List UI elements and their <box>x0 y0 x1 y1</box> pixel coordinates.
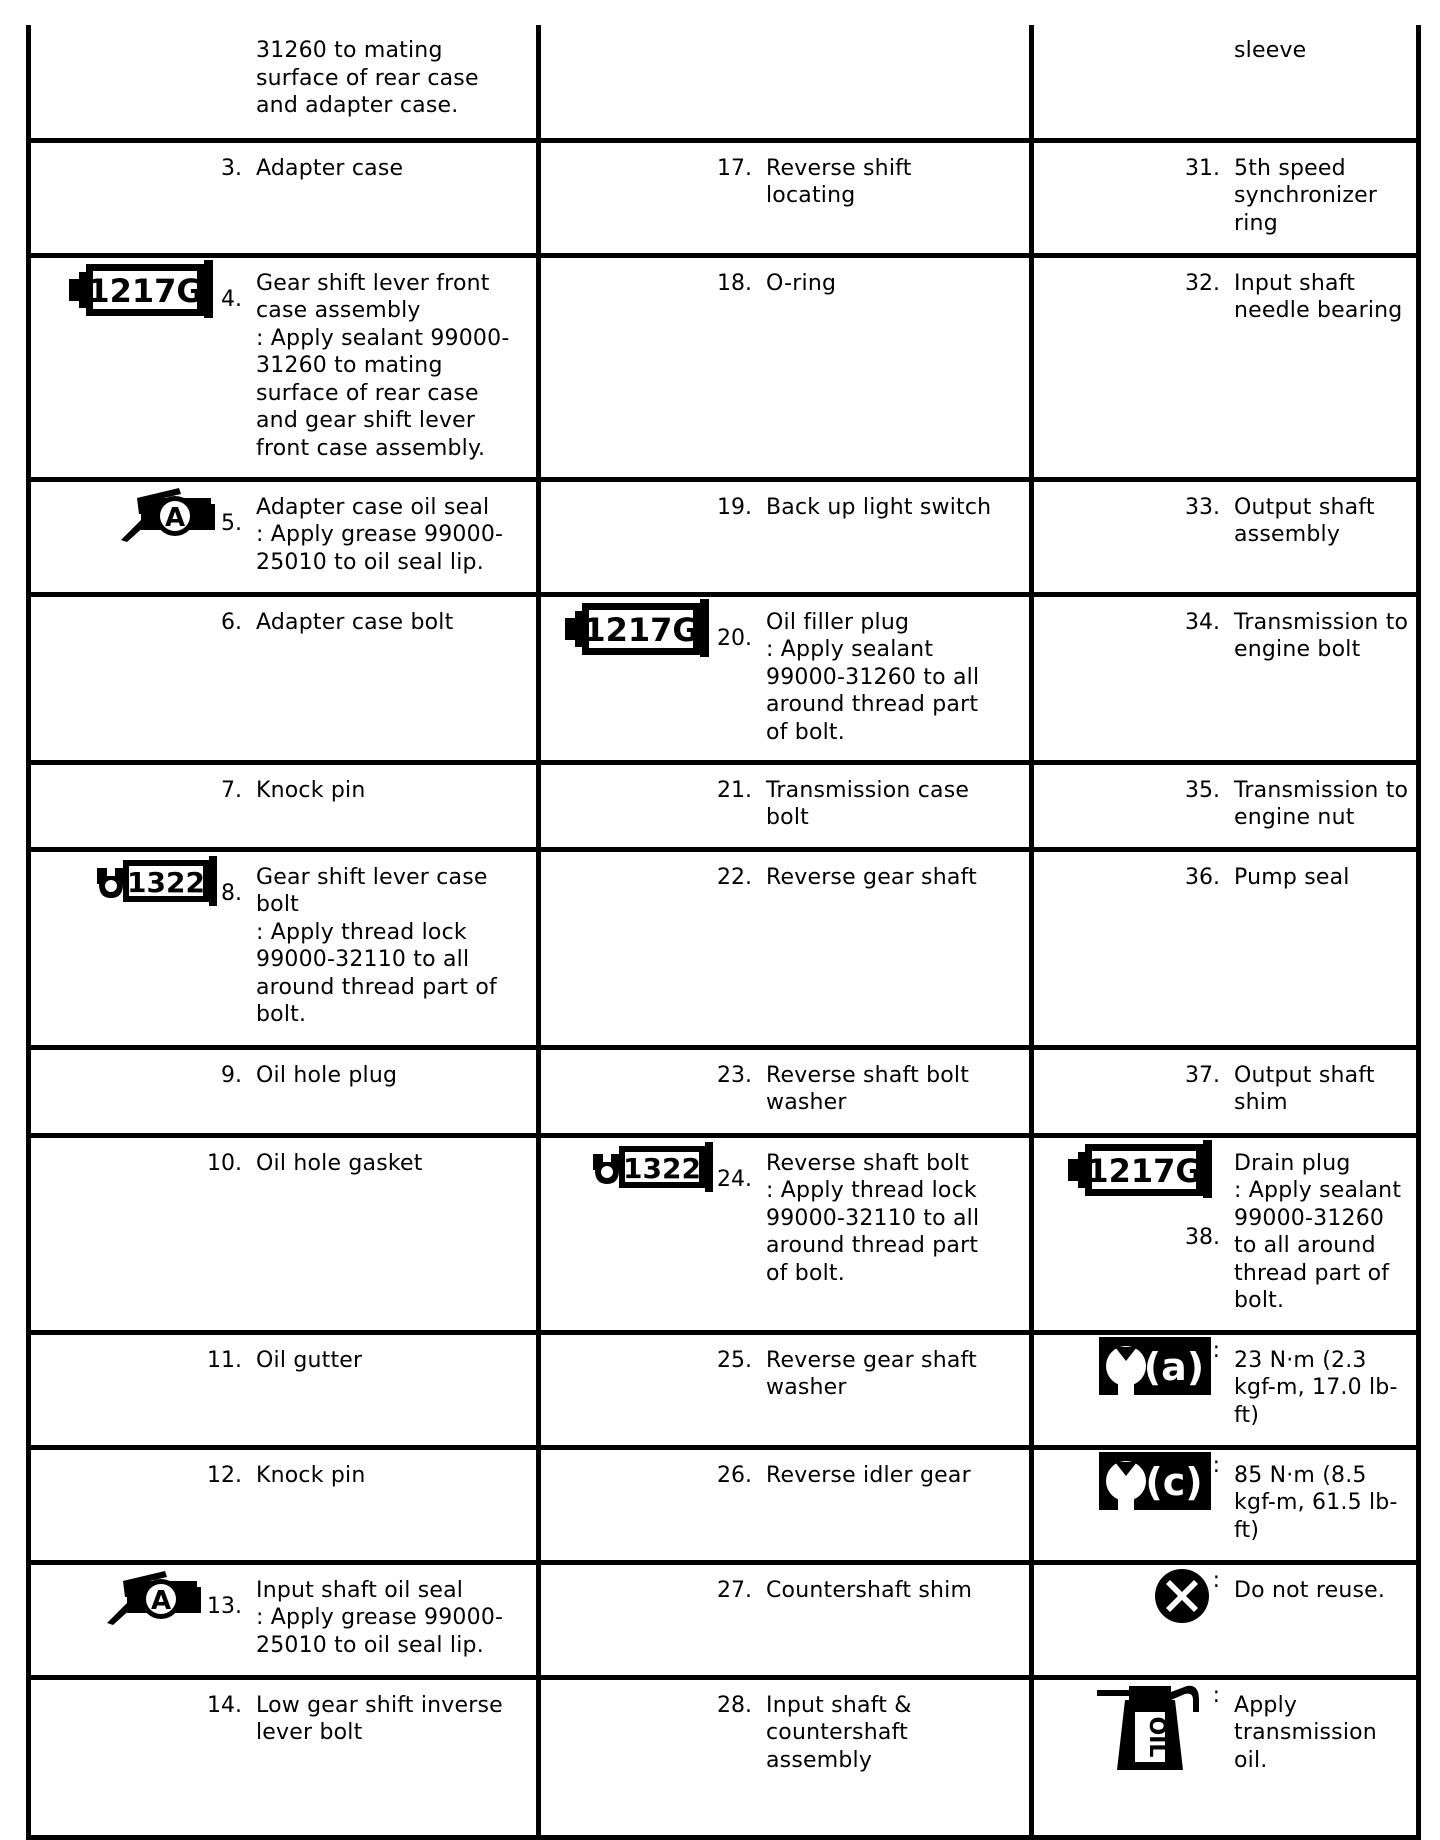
item-marker <box>31 258 256 318</box>
item-marker <box>31 1565 256 1627</box>
item-number: 18. <box>717 270 752 296</box>
table-cell <box>1032 762 1419 849</box>
item-number: 6. <box>221 609 242 635</box>
item-number: 4. <box>221 286 242 312</box>
item-description: 23 N·m (2.3 kgf-m, 17.0 lb- ft) <box>1234 1347 1398 1428</box>
table-row <box>29 594 1419 762</box>
item-number: 36. <box>1185 864 1220 890</box>
svg-text:OIL: OIL <box>1143 1716 1169 1757</box>
item-description: Knock pin <box>256 1462 366 1488</box>
item-number: 17. <box>717 155 752 181</box>
item-description: Back up light switch <box>766 494 992 520</box>
table-cell <box>29 1447 539 1562</box>
transmission-oil-icon <box>1095 1682 1211 1772</box>
item-marker <box>1034 1680 1234 1772</box>
item-number: 26. <box>717 1462 752 1488</box>
item-description: Adapter case oil seal : Apply grease 99000- 25010 to oil seal lip. <box>256 494 504 575</box>
item-description: Oil hole plug <box>256 1062 398 1088</box>
item-marker <box>541 852 766 891</box>
table-cell <box>1032 1677 1419 1837</box>
item-description: Reverse shaft bolt : Apply thread lock 99000-32110 to all around thread part of bolt. <box>766 1150 980 1286</box>
table-row <box>29 255 1419 479</box>
item-number: 7. <box>221 777 242 803</box>
grease-a-icon <box>119 484 219 544</box>
item-description: Oil gutter <box>256 1347 363 1373</box>
table-row <box>29 1562 1419 1677</box>
item-description: Input shaft oil seal : Apply grease 99000- 25010 to oil seal lip. <box>256 1577 504 1658</box>
table-cell <box>539 255 1032 479</box>
item-description: Transmission case bolt <box>766 777 970 830</box>
item-number: : <box>1212 1682 1220 1708</box>
item-number: 21. <box>717 777 752 803</box>
grease-a-icon <box>105 1567 205 1627</box>
item-description: Transmission to engine nut <box>1234 777 1409 830</box>
item-marker <box>1034 852 1234 891</box>
item-number: 25. <box>717 1347 752 1373</box>
table-cell <box>1032 1332 1419 1447</box>
sealant-1217g-icon <box>1068 1140 1218 1198</box>
table-cell <box>29 1562 539 1677</box>
item-number: : <box>1212 1452 1220 1478</box>
item-marker <box>31 1335 256 1374</box>
item-number: 35. <box>1185 777 1220 803</box>
item-marker <box>1034 1565 1234 1625</box>
table-cell <box>539 140 1032 255</box>
item-number: 37. <box>1185 1062 1220 1088</box>
table-cell <box>1032 594 1419 762</box>
table-cell <box>539 1447 1032 1562</box>
table-row <box>29 25 1419 140</box>
table-row <box>29 1677 1419 1837</box>
torque-c-icon <box>1099 1452 1211 1510</box>
table-row <box>29 1135 1419 1332</box>
parts-legend-table <box>26 25 1421 1840</box>
item-number: 9. <box>221 1062 242 1088</box>
item-number: 8. <box>221 880 242 906</box>
item-marker <box>1034 765 1234 804</box>
item-marker <box>1034 1335 1234 1395</box>
item-number: 34. <box>1185 609 1220 635</box>
item-description: Reverse shift locating <box>766 155 912 208</box>
table-cell <box>539 1135 1032 1332</box>
item-marker <box>1034 482 1234 521</box>
item-number: 11. <box>207 1347 242 1373</box>
svg-text:(a): (a) <box>1143 1344 1204 1389</box>
table-cell <box>1032 1047 1419 1135</box>
item-description: Knock pin <box>256 777 366 803</box>
item-number: 5. <box>221 510 242 536</box>
table-cell <box>1032 140 1419 255</box>
item-description: 85 N·m (8.5 kgf-m, 61.5 lb- ft) <box>1234 1462 1398 1543</box>
item-number: 31. <box>1185 155 1220 181</box>
torque-a-icon <box>1099 1337 1211 1395</box>
table-cell <box>1032 479 1419 594</box>
item-marker <box>541 1565 766 1604</box>
svg-text:1322: 1322 <box>127 865 205 899</box>
item-marker <box>31 1450 256 1489</box>
item-marker <box>31 1138 256 1177</box>
item-number: 27. <box>717 1577 752 1603</box>
item-number: 12. <box>207 1462 242 1488</box>
item-description: Countershaft shim <box>766 1577 973 1603</box>
table-row <box>29 1447 1419 1562</box>
item-marker <box>541 143 766 182</box>
table-row <box>29 140 1419 255</box>
sealant-1217g-icon <box>69 260 219 318</box>
table-row <box>29 762 1419 849</box>
item-description: Gear shift lever case bolt : Apply thread lock 99000-32110 to all around thread part of bolt. <box>256 864 497 1027</box>
item-marker <box>1034 258 1234 297</box>
item-marker <box>1034 1450 1234 1510</box>
item-number: : <box>1212 1337 1220 1363</box>
item-marker <box>1034 597 1234 636</box>
svg-text:A: A <box>150 1585 172 1616</box>
table-row <box>29 1047 1419 1135</box>
item-marker <box>31 1680 256 1719</box>
item-number: 14. <box>207 1692 242 1718</box>
item-description: Low gear shift inverse lever bolt <box>256 1692 503 1745</box>
item-number: 38. <box>1185 1224 1220 1250</box>
item-number: 24. <box>717 1166 752 1192</box>
table-cell <box>29 479 539 594</box>
table-cell <box>539 762 1032 849</box>
do-not-reuse-icon <box>1153 1567 1211 1625</box>
item-marker <box>31 25 256 37</box>
item-description: Drain plug : Apply sealant 99000-31260 to all around thread part of bolt. <box>1234 1150 1402 1313</box>
table-cell <box>29 140 539 255</box>
sealant-1217g-icon <box>565 599 715 657</box>
item-marker <box>541 258 766 297</box>
item-marker <box>541 1335 766 1374</box>
table-cell <box>29 594 539 762</box>
svg-text:A: A <box>164 502 186 533</box>
item-description: 5th speed synchronizer ring <box>1234 155 1378 236</box>
table-cell <box>1032 1447 1419 1562</box>
item-description: 31260 to mating surface of rear case and adapter case. <box>256 38 479 118</box>
table-cell <box>29 1332 539 1447</box>
table-cell <box>1032 25 1419 140</box>
item-description: Adapter case <box>256 155 404 181</box>
item-marker <box>31 852 256 907</box>
item-description <box>766 25 996 49</box>
table-cell <box>1032 255 1419 479</box>
item-marker <box>541 482 766 521</box>
item-number: 28. <box>717 1692 752 1718</box>
item-description: Gear shift lever front case assembly : Apply sealant 99000- 31260 to mating surface of rear case and gear shift lever front case assembly. <box>256 270 510 461</box>
threadlock-1322-icon <box>93 854 219 906</box>
table-cell <box>539 1047 1032 1135</box>
item-number: 32. <box>1185 270 1220 296</box>
item-description: Input shaft & countershaft assembly <box>766 1692 912 1773</box>
table-cell <box>539 1677 1032 1837</box>
table-cell <box>29 762 539 849</box>
svg-text:(c): (c) <box>1144 1459 1203 1504</box>
item-marker <box>31 765 256 804</box>
item-description: Output shaft assembly <box>1234 494 1375 547</box>
item-description: Pump seal <box>1234 864 1350 890</box>
table-cell <box>1032 1562 1419 1677</box>
table-cell <box>539 25 1032 140</box>
item-number: 19. <box>717 494 752 520</box>
item-description: Oil hole gasket <box>256 1150 423 1176</box>
table-cell <box>539 849 1032 1047</box>
item-marker <box>1034 1138 1234 1251</box>
item-number: 20. <box>717 625 752 651</box>
item-description: Reverse idler gear <box>766 1462 971 1488</box>
table-cell <box>539 479 1032 594</box>
item-number: : <box>1212 1567 1220 1593</box>
table-row <box>29 1332 1419 1447</box>
table-cell <box>29 1677 539 1837</box>
table-cell <box>29 1047 539 1135</box>
table-cell <box>1032 1135 1419 1332</box>
item-description: Transmission to engine bolt <box>1234 609 1409 662</box>
item-description: Reverse shaft bolt washer <box>766 1062 970 1115</box>
item-marker <box>1034 25 1234 37</box>
item-number: 13. <box>207 1593 242 1619</box>
table-row <box>29 479 1419 594</box>
svg-text:1217G: 1217G <box>87 271 203 310</box>
item-number: 10. <box>207 1150 242 1176</box>
item-marker <box>31 143 256 182</box>
table-cell <box>29 255 539 479</box>
item-number: 22. <box>717 864 752 890</box>
item-marker <box>541 1450 766 1489</box>
table-row <box>29 849 1419 1047</box>
item-description: Adapter case bolt <box>256 609 454 635</box>
item-marker <box>541 25 766 37</box>
item-marker <box>31 597 256 636</box>
item-description: sleeve <box>1234 38 1307 63</box>
item-description: Reverse gear shaft <box>766 864 977 890</box>
item-description: O-ring <box>766 270 837 296</box>
item-marker <box>1034 143 1234 182</box>
table-cell <box>29 849 539 1047</box>
item-marker <box>31 1050 256 1089</box>
item-description: Reverse gear shaft washer <box>766 1347 977 1400</box>
table-cell <box>539 1332 1032 1447</box>
svg-text:1217G: 1217G <box>1086 1151 1202 1190</box>
svg-text:1322: 1322 <box>623 1151 701 1185</box>
item-description: Input shaft needle bearing <box>1234 270 1403 323</box>
item-number: 3. <box>221 155 242 181</box>
threadlock-1322-icon <box>589 1140 715 1192</box>
svg-text:1217G: 1217G <box>583 610 699 649</box>
table-cell <box>539 1562 1032 1677</box>
table-cell <box>29 1135 539 1332</box>
item-marker <box>541 1680 766 1719</box>
item-number: 33. <box>1185 494 1220 520</box>
item-description: Oil filler plug : Apply sealant 99000-31260 to all around thread part of bolt. <box>766 609 980 745</box>
item-marker <box>31 482 256 544</box>
item-description: Output shaft shim <box>1234 1062 1375 1115</box>
item-marker <box>541 597 766 657</box>
item-number: 23. <box>717 1062 752 1088</box>
table-cell <box>539 594 1032 762</box>
item-marker <box>541 1138 766 1193</box>
item-description: Apply transmission oil. <box>1234 1692 1377 1773</box>
item-description: Do not reuse. <box>1234 1577 1386 1603</box>
item-marker <box>1034 1050 1234 1089</box>
table-cell <box>29 25 539 140</box>
item-marker <box>541 1050 766 1089</box>
item-marker <box>541 765 766 804</box>
table-cell <box>1032 849 1419 1047</box>
